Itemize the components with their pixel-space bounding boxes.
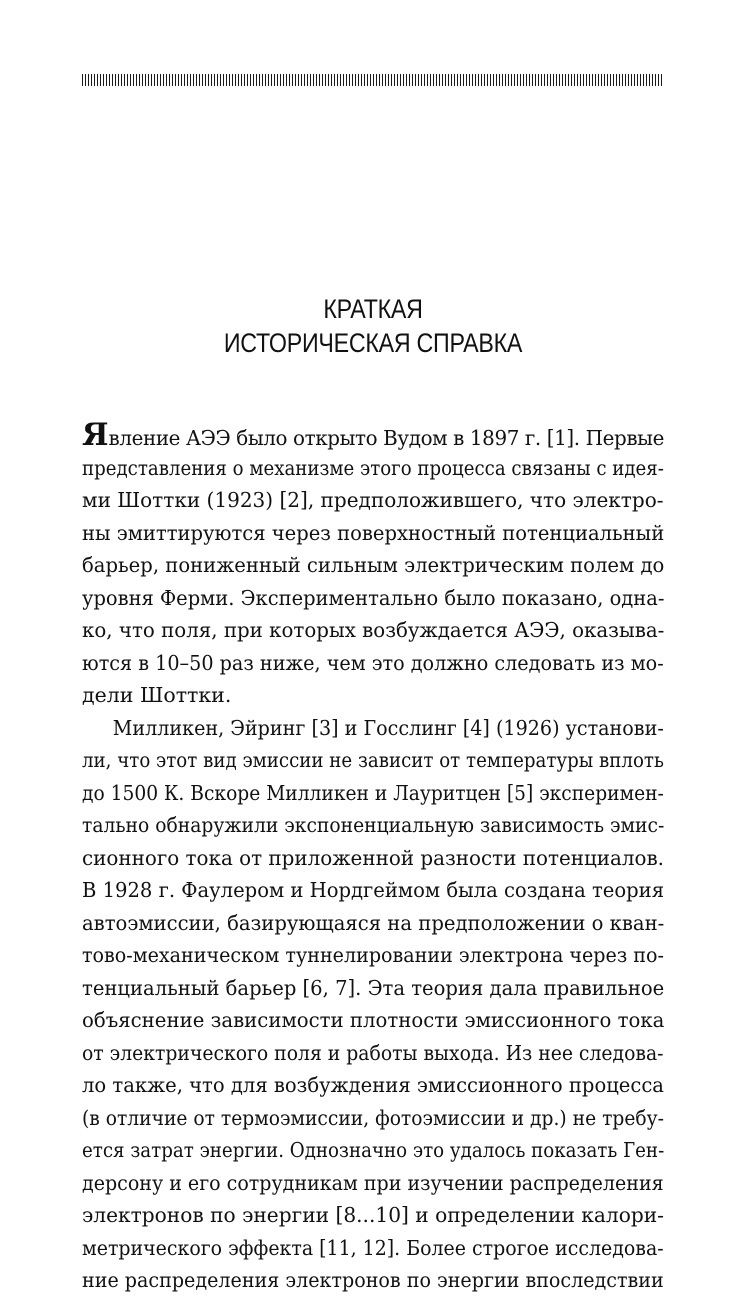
text-line: от электрического поля и работы выхода. Из нее следова- <box>82 1040 664 1065</box>
text-line: ние распределения электронов по энергии впоследствии <box>82 1268 664 1292</box>
chapter-title-line-2: ИСТОРИЧЕСКАЯ СПРАВКА <box>223 328 523 358</box>
body-text <box>82 419 664 1297</box>
text-line: автоэмиссии, базирующаяся на предположении о кван- <box>82 910 665 935</box>
text-line: ло также, что для возбуждения эмиссионного процесса <box>82 1073 664 1097</box>
text-line: объяснение зависимости плотности эмиссионного тока <box>82 1008 665 1032</box>
text-line: ны эмиттируются через поверхностный потенциальный <box>82 520 664 545</box>
text-line: тово-механическом туннелировании электрона через по- <box>82 943 664 967</box>
text-line: ется затрат энергии. Однозначно это удалось показать Ген- <box>82 1138 664 1162</box>
text-line: дерсону и его сотрудникам при изучении распределения <box>82 1170 664 1195</box>
text-line: барьер, пониженный сильным электрическим полем до <box>82 553 665 577</box>
text-line: представления о механизме этого процесса связаны с идея- <box>82 455 664 480</box>
text-line: ются в 10–50 раз ниже, чем это должно следовать из мо- <box>82 650 664 675</box>
text-line: В 1928 г. Фаулером и Нордгеймом была создана теория <box>82 878 665 902</box>
text-line: электронов по энергии [8...10] и определении калори- <box>82 1203 664 1227</box>
text-line: ми Шоттки (1923) [2], предположившего, что электро- <box>82 488 664 512</box>
text-line: (в отличие от термоэмиссии, фотоэмиссии и др.) не требу- <box>82 1105 664 1130</box>
text-line: метрического эффекта [11, 12]. Более строгое исследова- <box>82 1235 664 1260</box>
text-line: дели Шоттки. <box>82 683 232 707</box>
text-line: тенциальный барьер [6, 7]. Эта теория дала правильное <box>82 975 665 1000</box>
chapter-title <box>123 292 624 360</box>
chapter-title-line-1: КРАТКАЯ <box>323 294 423 324</box>
drop-cap: Я <box>82 419 109 452</box>
text-line: ко, что поля, при которых возбуждается АЭЭ, оказыва- <box>82 618 665 642</box>
text-line: Милликен, Эйринг [3] и Госслинг [4] (1926) установи- <box>112 715 664 740</box>
text-line: тально обнаружили экспоненциальную зависимость эмис- <box>82 813 664 837</box>
text-line: до 1500 К. Вскоре Милликен и Лауритцен [5] эксперимен- <box>82 780 664 805</box>
text-line: уровня Ферми. Экспериментально было показано, одна- <box>82 585 664 610</box>
text-line: ли, что этот вид эмиссии не зависит от температуры вплоть <box>82 748 664 772</box>
text-line: сионного тока от приложенной разности потенциалов. <box>82 845 664 870</box>
header-decorative-rule <box>82 74 664 86</box>
text-line: Явление АЭЭ было открыто Вудом в 1897 г. [1]. Первые <box>82 419 664 452</box>
